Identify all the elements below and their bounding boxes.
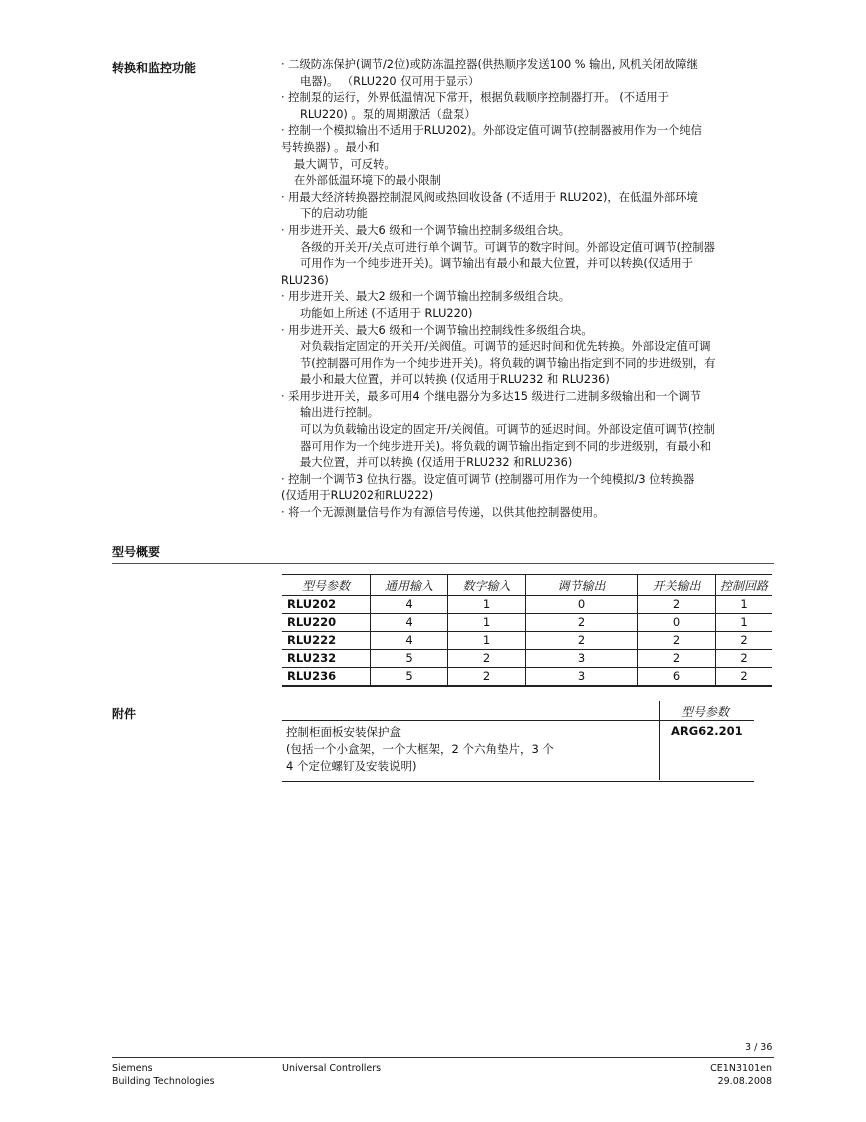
- table-cell: 1: [716, 614, 773, 632]
- table-cell: 4: [371, 596, 448, 614]
- table-cell: 2: [526, 632, 638, 650]
- function-line: · 用步进开关、最大6 级和一个调节输出控制线性多级组合块。: [281, 323, 593, 337]
- table-header-cell: 通用输入: [371, 575, 448, 596]
- table-cell: 5: [371, 668, 448, 687]
- table-cell: 1: [448, 596, 526, 614]
- table-cell: 2: [448, 668, 526, 687]
- footer-doc-block: [660, 1063, 772, 1088]
- accessory-description-line: (包括一个小盒架，一个大框架，2 个六角垫片，3 个: [286, 742, 554, 756]
- function-line: RLU236): [281, 273, 329, 287]
- table-cell: 2: [638, 632, 716, 650]
- table-cell: 0: [638, 614, 716, 632]
- function-line: 号转换器) 。最小和: [281, 140, 380, 154]
- function-line: · 用步进开关、最大2 级和一个调节输出控制多级组合块。: [281, 290, 571, 304]
- table-row: [282, 596, 772, 614]
- function-line: 对负载指定固定的开关开/关阀值。可调节的延迟时间和优先转换。外部设定值可调: [300, 340, 711, 354]
- table-cell: 1: [448, 632, 526, 650]
- table-row: [282, 668, 772, 687]
- model-cell: RLU222: [282, 632, 371, 650]
- function-line: 可以为负载输出设定的固定开/关阀值。可调节的延迟时间。外部设定值可调节(控制: [300, 423, 715, 437]
- table-row: [282, 632, 772, 650]
- function-line: 最小和最大位置，并可以转换 (仅适用于RLU232 和 RLU236): [300, 373, 610, 387]
- function-line: 节(控制器可用作为一个纯步进开关)。将负载的调节输出指定到不同的步进级别，有: [300, 356, 716, 370]
- function-line: RLU220) 。泵的周期激活（盘泵）: [300, 107, 476, 121]
- function-line: 功能如上所述 (不适用于 RLU220): [300, 306, 473, 320]
- function-line: 输出进行控制。: [300, 406, 380, 420]
- table-header-row: [282, 575, 772, 596]
- function-line: · 控制一个调节3 位执行器。设定值可调节 (控制器可用作为一个纯模拟/3 位转换器: [281, 472, 695, 486]
- model-cell: RLU220: [282, 614, 371, 632]
- section-title-types: 型号概要: [112, 545, 161, 559]
- table-cell: 6: [638, 668, 716, 687]
- function-line: · 将一个无源测量信号作为有源信号传递，以供其他控制器使用。: [281, 506, 605, 520]
- table-cell: 1: [716, 596, 773, 614]
- table-cell: 3: [526, 650, 638, 668]
- table-header-cell: 控制回路: [716, 575, 773, 596]
- section-title-accessories: 附件: [112, 707, 137, 721]
- table-cell: 4: [371, 632, 448, 650]
- footer-division: Building Technologies: [112, 1075, 215, 1087]
- table-row: [282, 614, 772, 632]
- footer-date: 29.08.2008: [717, 1075, 772, 1087]
- table-header-cell: 型号参数: [282, 575, 371, 596]
- section-divider: [112, 563, 774, 564]
- function-line: · 控制一个模拟输出不适用于RLU202)。外部设定值可调节(控制器被用作为一个纯信: [281, 124, 702, 138]
- table-header-cell: 调节输出: [526, 575, 638, 596]
- function-line: 电器)。 （RLU220 仅可用于显示）: [300, 74, 480, 88]
- table-cell: 2: [716, 668, 773, 687]
- accessory-description: [286, 724, 554, 775]
- footer-company-block: [112, 1063, 215, 1088]
- model-cell: RLU202: [282, 596, 371, 614]
- table-cell: 2: [638, 650, 716, 668]
- table-cell: 2: [448, 650, 526, 668]
- table-cell: 4: [371, 614, 448, 632]
- accessory-code: ARG62.201: [671, 724, 743, 738]
- section-title-functions: 转换和监控功能: [112, 61, 197, 75]
- table-cell: 1: [448, 614, 526, 632]
- footer-doc-id: CE1N3101en: [710, 1063, 772, 1074]
- functions-list: [281, 57, 771, 522]
- model-cell: RLU232: [282, 650, 371, 668]
- function-line: 下的启动功能: [300, 207, 368, 221]
- model-cell: RLU236: [282, 668, 371, 687]
- table-header-cell: 数字输入: [448, 575, 526, 596]
- table-header-cell: 开关输出: [638, 575, 716, 596]
- accessory-description-line: 4 个定位螺钉及安装说明): [286, 759, 417, 773]
- function-line: · 采用步进开关，最多可用4 个继电器分为多达15 级进行二进制多级输出和一个调节: [281, 389, 702, 403]
- function-line: 在外部低温环境下的最小限制: [294, 174, 441, 188]
- function-line: 器可用作为一个纯步进开关)。将负载的调节输出指定到不同的步进级别，有最小和: [300, 439, 712, 453]
- function-line: · 二级防冻保护(调节/2位)或防冻温控器(供热顺序发送100 % 输出, 风机关闭故障继: [281, 58, 698, 71]
- table-cell: 3: [526, 668, 638, 687]
- table-cell: 2: [716, 632, 773, 650]
- accessories-header: 型号参数: [681, 705, 730, 719]
- function-line: 各级的开关开/关点可进行单个调节。可调节的数字时间。外部设定值可调节(控制器: [300, 240, 715, 254]
- table-row: [282, 650, 772, 668]
- page-number: 3 / 36: [745, 1042, 773, 1053]
- function-line: · 用最大经济转换器控制混风阀或热回收设备 (不适用于 RLU202)，在低温外部环境: [281, 190, 698, 204]
- accessories-column-divider: [659, 701, 660, 780]
- type-overview-table: [282, 574, 772, 687]
- function-line: 最大位置，并可以转换 (仅适用于RLU232 和RLU236): [300, 456, 573, 470]
- footer-product: Universal Controllers: [282, 1063, 382, 1074]
- function-line: · 控制泵的运行，外界低温情况下常开，根据负载顺序控制器打开。 (不适用于: [281, 91, 669, 105]
- footer-company: Siemens: [112, 1063, 153, 1074]
- table-cell: 2: [716, 650, 773, 668]
- table-cell: 0: [526, 596, 638, 614]
- table-cell: 2: [526, 614, 638, 632]
- function-line: 可用作为一个纯步进开关)。调节输出有最小和最大位置，并可以转换(仅适用于: [300, 257, 693, 271]
- footer-divider: [112, 1057, 774, 1058]
- table-cell: 5: [371, 650, 448, 668]
- function-line: 最大调节，可反转。: [294, 157, 396, 171]
- table-cell: 2: [638, 596, 716, 614]
- accessory-description-line: 控制柜面板安装保护盒: [286, 725, 401, 739]
- function-line: (仅适用于RLU202和RLU222): [281, 489, 434, 503]
- function-line: · 用步进开关、最大6 级和一个调节输出控制多级组合块。: [281, 223, 571, 237]
